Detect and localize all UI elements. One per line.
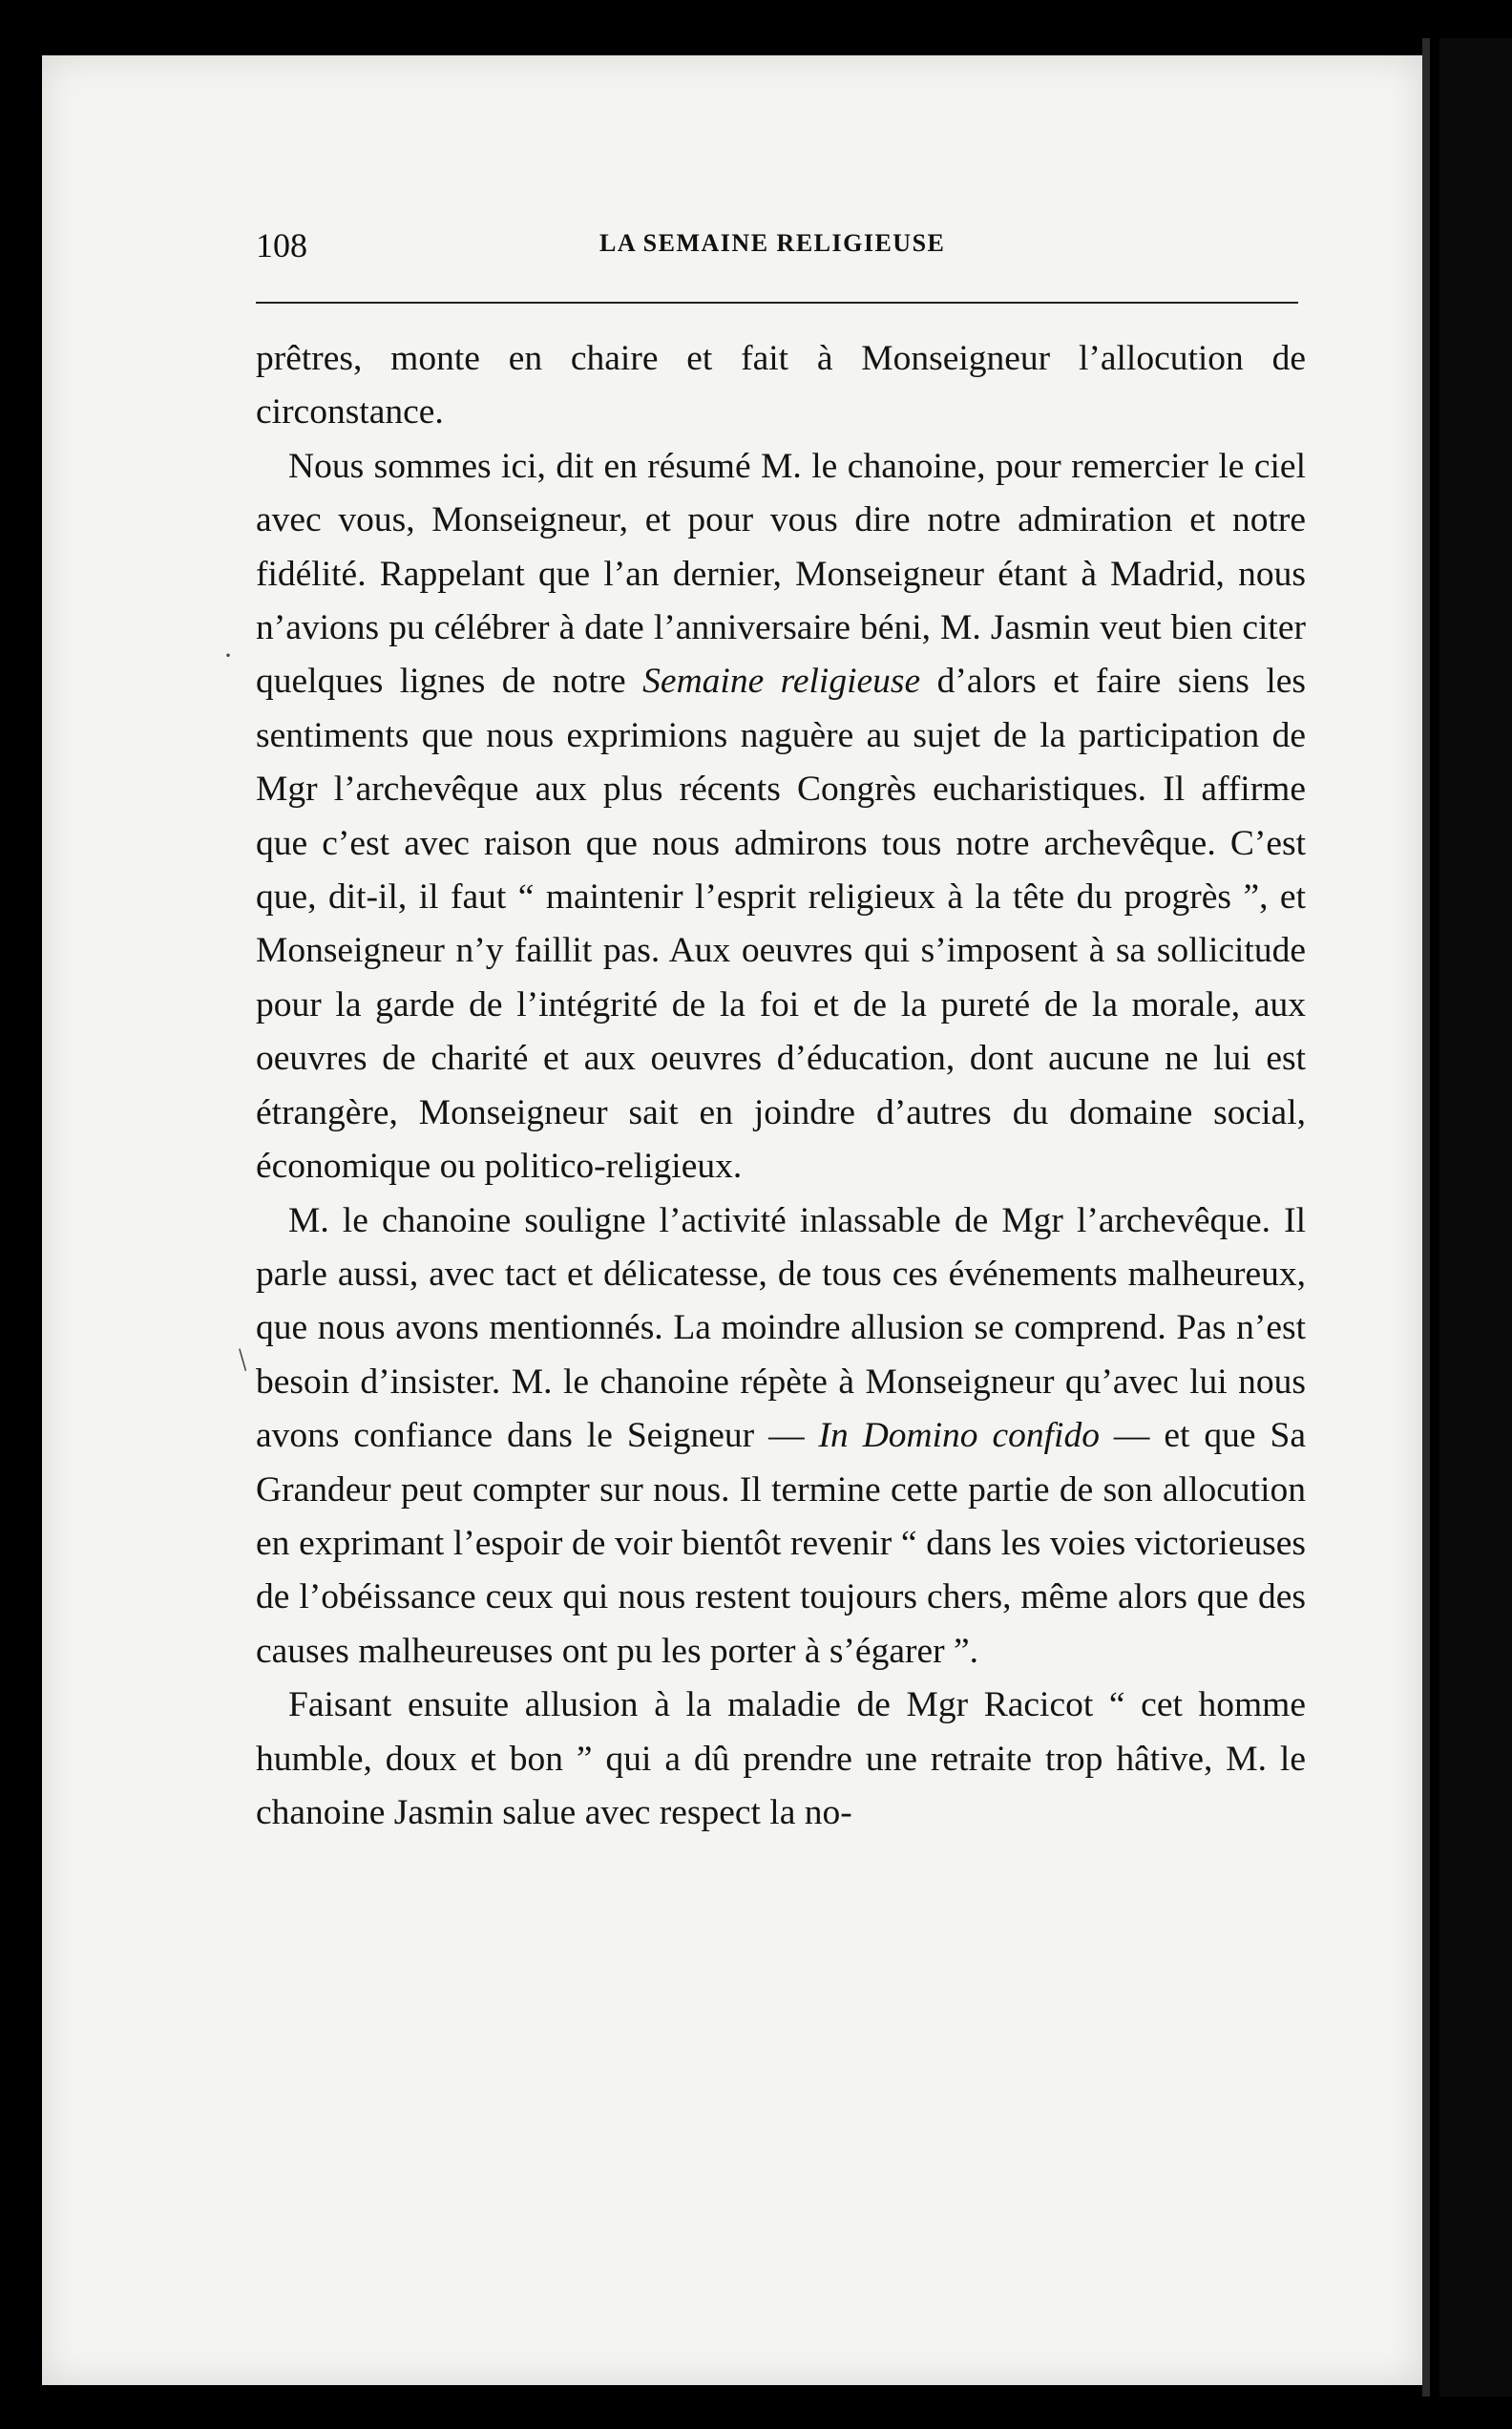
paragraph-3-text-b: — et que Sa Grandeur peut compter sur nous. Il termine cette partie de son allocution en exprimant l’espoir de voir bientôt revenir “ dans les voies victorieuses de l’obéissance ceux qui nous restent toujours chers, même alors que des causes malheureuses ont pu les porter à s’égarer ”. [256, 1416, 1306, 1671]
paragraph-2-text-a: Nous sommes ici, dit en résumé M. le chanoine, pour remercier le ciel avec vous, Monseigneur, et pour vous dire notre admiration et notre fidélité. Rappelant que l’an dernier, Monseigneur étant à Madrid, nous n’avions pu célébrer à date l’anniversaire béni, M. Jasmin veut bien citer quelques lignes de notre [256, 446, 1306, 702]
adjacent-page-edge [1439, 38, 1512, 2397]
margin-check-mark: / [228, 1342, 257, 1378]
paragraph-2-italic: Semaine religieuse [642, 662, 921, 702]
body-text [256, 332, 1306, 1840]
page-edge-shadow [1422, 38, 1430, 2397]
running-head: LA SEMAINE RELIGIEUSE [599, 229, 946, 257]
header-rule [256, 302, 1298, 304]
paragraph-3-italic: In Domino confido [818, 1416, 1100, 1456]
paragraph-3-text-a: M. le chanoine souligne l’activité inlassable de Mgr l’archevêque. Il parle aussi, avec tact et délicatesse, de tous ces événements malheureux, que nous avons mentionnés. La moindre allusion se comprend. Pas n’est besoin d’insister. M. le chanoine répète à Monseigneur qu’avec lui nous avons confiance dans le Seigneur — [256, 1200, 1306, 1456]
paragraph-3 [256, 1194, 1306, 1679]
paragraph-4: Faisant ensuite allusion à la maladie de Mgr Racicot “ cet homme humble, doux et bon ” qui a dû prendre une retraite trop hâtive, M. le chanoine Jasmin salue avec respect la no- [256, 1685, 1306, 1832]
paragraph-1: prêtres, monte en chaire et fait à Monseigneur l’allocution de circonstance. [256, 339, 1306, 433]
paragraph-2 [256, 440, 1306, 1194]
margin-dot-mark: · [223, 640, 233, 671]
page-header [256, 225, 1296, 283]
page-number: 108 [256, 226, 307, 264]
paragraph-2-text-b: d’alors et faire siens les sentiments que nous exprimions naguère au sujet de la participation de Mgr l’archevêque aux plus récents Congrès eucharistiques. Il affirme que c’est avec raison que nous admirons tous notre archevêque. C’est que, dit-il, il faut “ maintenir l’esprit religieux à la tête du progrès ”, et Monseigneur n’y faillit pas. Aux oeuvres qui s’imposent à sa sollicitude pour la garde de l’intégrité de la foi et de la pureté de la morale, aux oeuvres de charité et aux oeuvres d’éducation, dont aucune ne lui est étrangère, Monseigneur sait en joindre d’autres du domaine social, économique ou politico-religieux. [256, 662, 1306, 1187]
